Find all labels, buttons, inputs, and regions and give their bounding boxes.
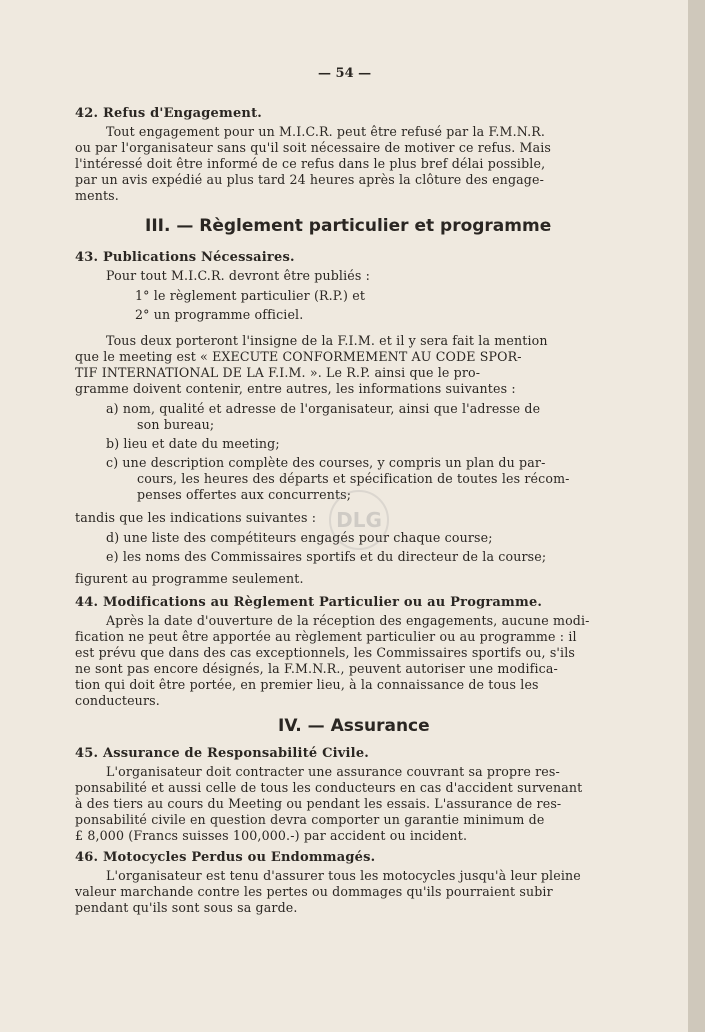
article-43-line: gramme doivent contenir, entre autres, les informations suivantes : (75, 381, 516, 396)
article-43-item: cours, les heures des départs et spécification de toutes les récom- (137, 471, 570, 486)
article-43-item: d) une liste des compétiteurs engagés pour chaque course; (106, 530, 493, 545)
article-43-heading: 43. Publications Nécessaires. (75, 250, 295, 265)
section-iv-title: IV. — Assurance (278, 716, 430, 736)
section-iii-title: III. — Règlement particulier et programme (145, 216, 552, 236)
article-42-line: par un avis expédié au plus tard 24 heures après la clôture des engage- (75, 172, 545, 187)
article-43-item: c) une description complète des courses, y compris un plan du par- (106, 455, 546, 470)
article-43-item: a) nom, qualité et adresse de l'organisateur, ainsi que l'adresse de (106, 401, 541, 416)
article-44-line: Après la date d'ouverture de la réception des engagements, aucune modi- (106, 613, 590, 628)
article-46-heading: 46. Motocycles Perdus ou Endommagés. (75, 850, 376, 865)
article-45-heading: 45. Assurance de Responsabilité Civile. (75, 746, 370, 761)
article-43-line: Pour tout M.I.C.R. devront être publiés : (106, 268, 371, 283)
article-43-line: tandis que les indications suivantes : (75, 510, 317, 525)
article-45-line: ponsabilité civile en question devra comporter un garantie minimum de (75, 812, 545, 827)
article-43-item: son bureau; (137, 417, 215, 432)
article-42-heading: 42. Refus d'Engagement. (75, 106, 263, 121)
article-44-line: ne sont pas encore désignés, la F.M.N.R., peuvent autoriser une modifica- (75, 661, 558, 676)
article-44-line: fication ne peut être apportée au règlement particulier ou au programme : il (75, 629, 577, 644)
watermark-logo: DLG (329, 490, 389, 550)
article-44-heading: 44. Modifications au Règlement Particulier ou au Programme. (75, 595, 543, 610)
article-44-line: tion qui doit être portée, en premier lieu, à la connaissance de tous les (75, 677, 539, 692)
article-43-item: e) les noms des Commissaires sportifs et du directeur de la course; (106, 549, 547, 564)
article-42-line: ou par l'organisateur sans qu'il soit nécessaire de motiver ce refus. Mais (75, 140, 552, 155)
page-number: — 54 — (318, 66, 372, 81)
article-43-line: figurent au programme seulement. (75, 571, 304, 586)
article-43-line: que le meeting est « EXECUTE CONFORMEMENT AU CODE SPOR- (75, 349, 522, 364)
article-46-line: valeur marchande contre les pertes ou dommages qu'ils pourraient subir (75, 884, 553, 899)
article-43-item: b) lieu et date du meeting; (106, 436, 280, 451)
article-42-line: ments. (75, 188, 119, 203)
article-43-item: penses offertes aux concurrents; (137, 487, 352, 502)
article-42-line: Tout engagement pour un M.I.C.R. peut être refusé par la F.M.N.R. (106, 124, 546, 139)
article-43-line: 2° un programme officiel. (135, 307, 304, 322)
page-edge (688, 0, 705, 1032)
article-44-line: conducteurs. (75, 693, 160, 708)
article-45-line: £ 8,000 (Francs suisses 100,000.-) par accident ou incident. (75, 828, 468, 843)
article-45-line: L'organisateur doit contracter une assurance couvrant sa propre res- (106, 764, 560, 779)
article-45-line: ponsabilité et aussi celle de tous les conducteurs en cas d'accident survenant (75, 780, 583, 795)
article-46-line: pendant qu'ils sont sous sa garde. (75, 900, 298, 915)
article-43-line: Tous deux porteront l'insigne de la F.I.M. et il y sera fait la mention (106, 333, 548, 348)
article-45-line: à des tiers au cours du Meeting ou pendant les essais. L'assurance de res- (75, 796, 562, 811)
article-43-line: 1° le règlement particulier (R.P.) et (135, 288, 366, 303)
article-44-line: est prévu que dans des cas exceptionnels, les Commissaires sportifs ou, s'ils (75, 645, 576, 660)
article-42-line: l'intéressé doit être informé de ce refus dans le plus bref délai possible, (75, 156, 546, 171)
article-46-line: L'organisateur est tenu d'assurer tous les motocycles jusqu'à leur pleine (106, 868, 581, 883)
article-43-line: TIF INTERNATIONAL DE LA F.I.M. ». Le R.P. ainsi que le pro- (75, 365, 481, 380)
